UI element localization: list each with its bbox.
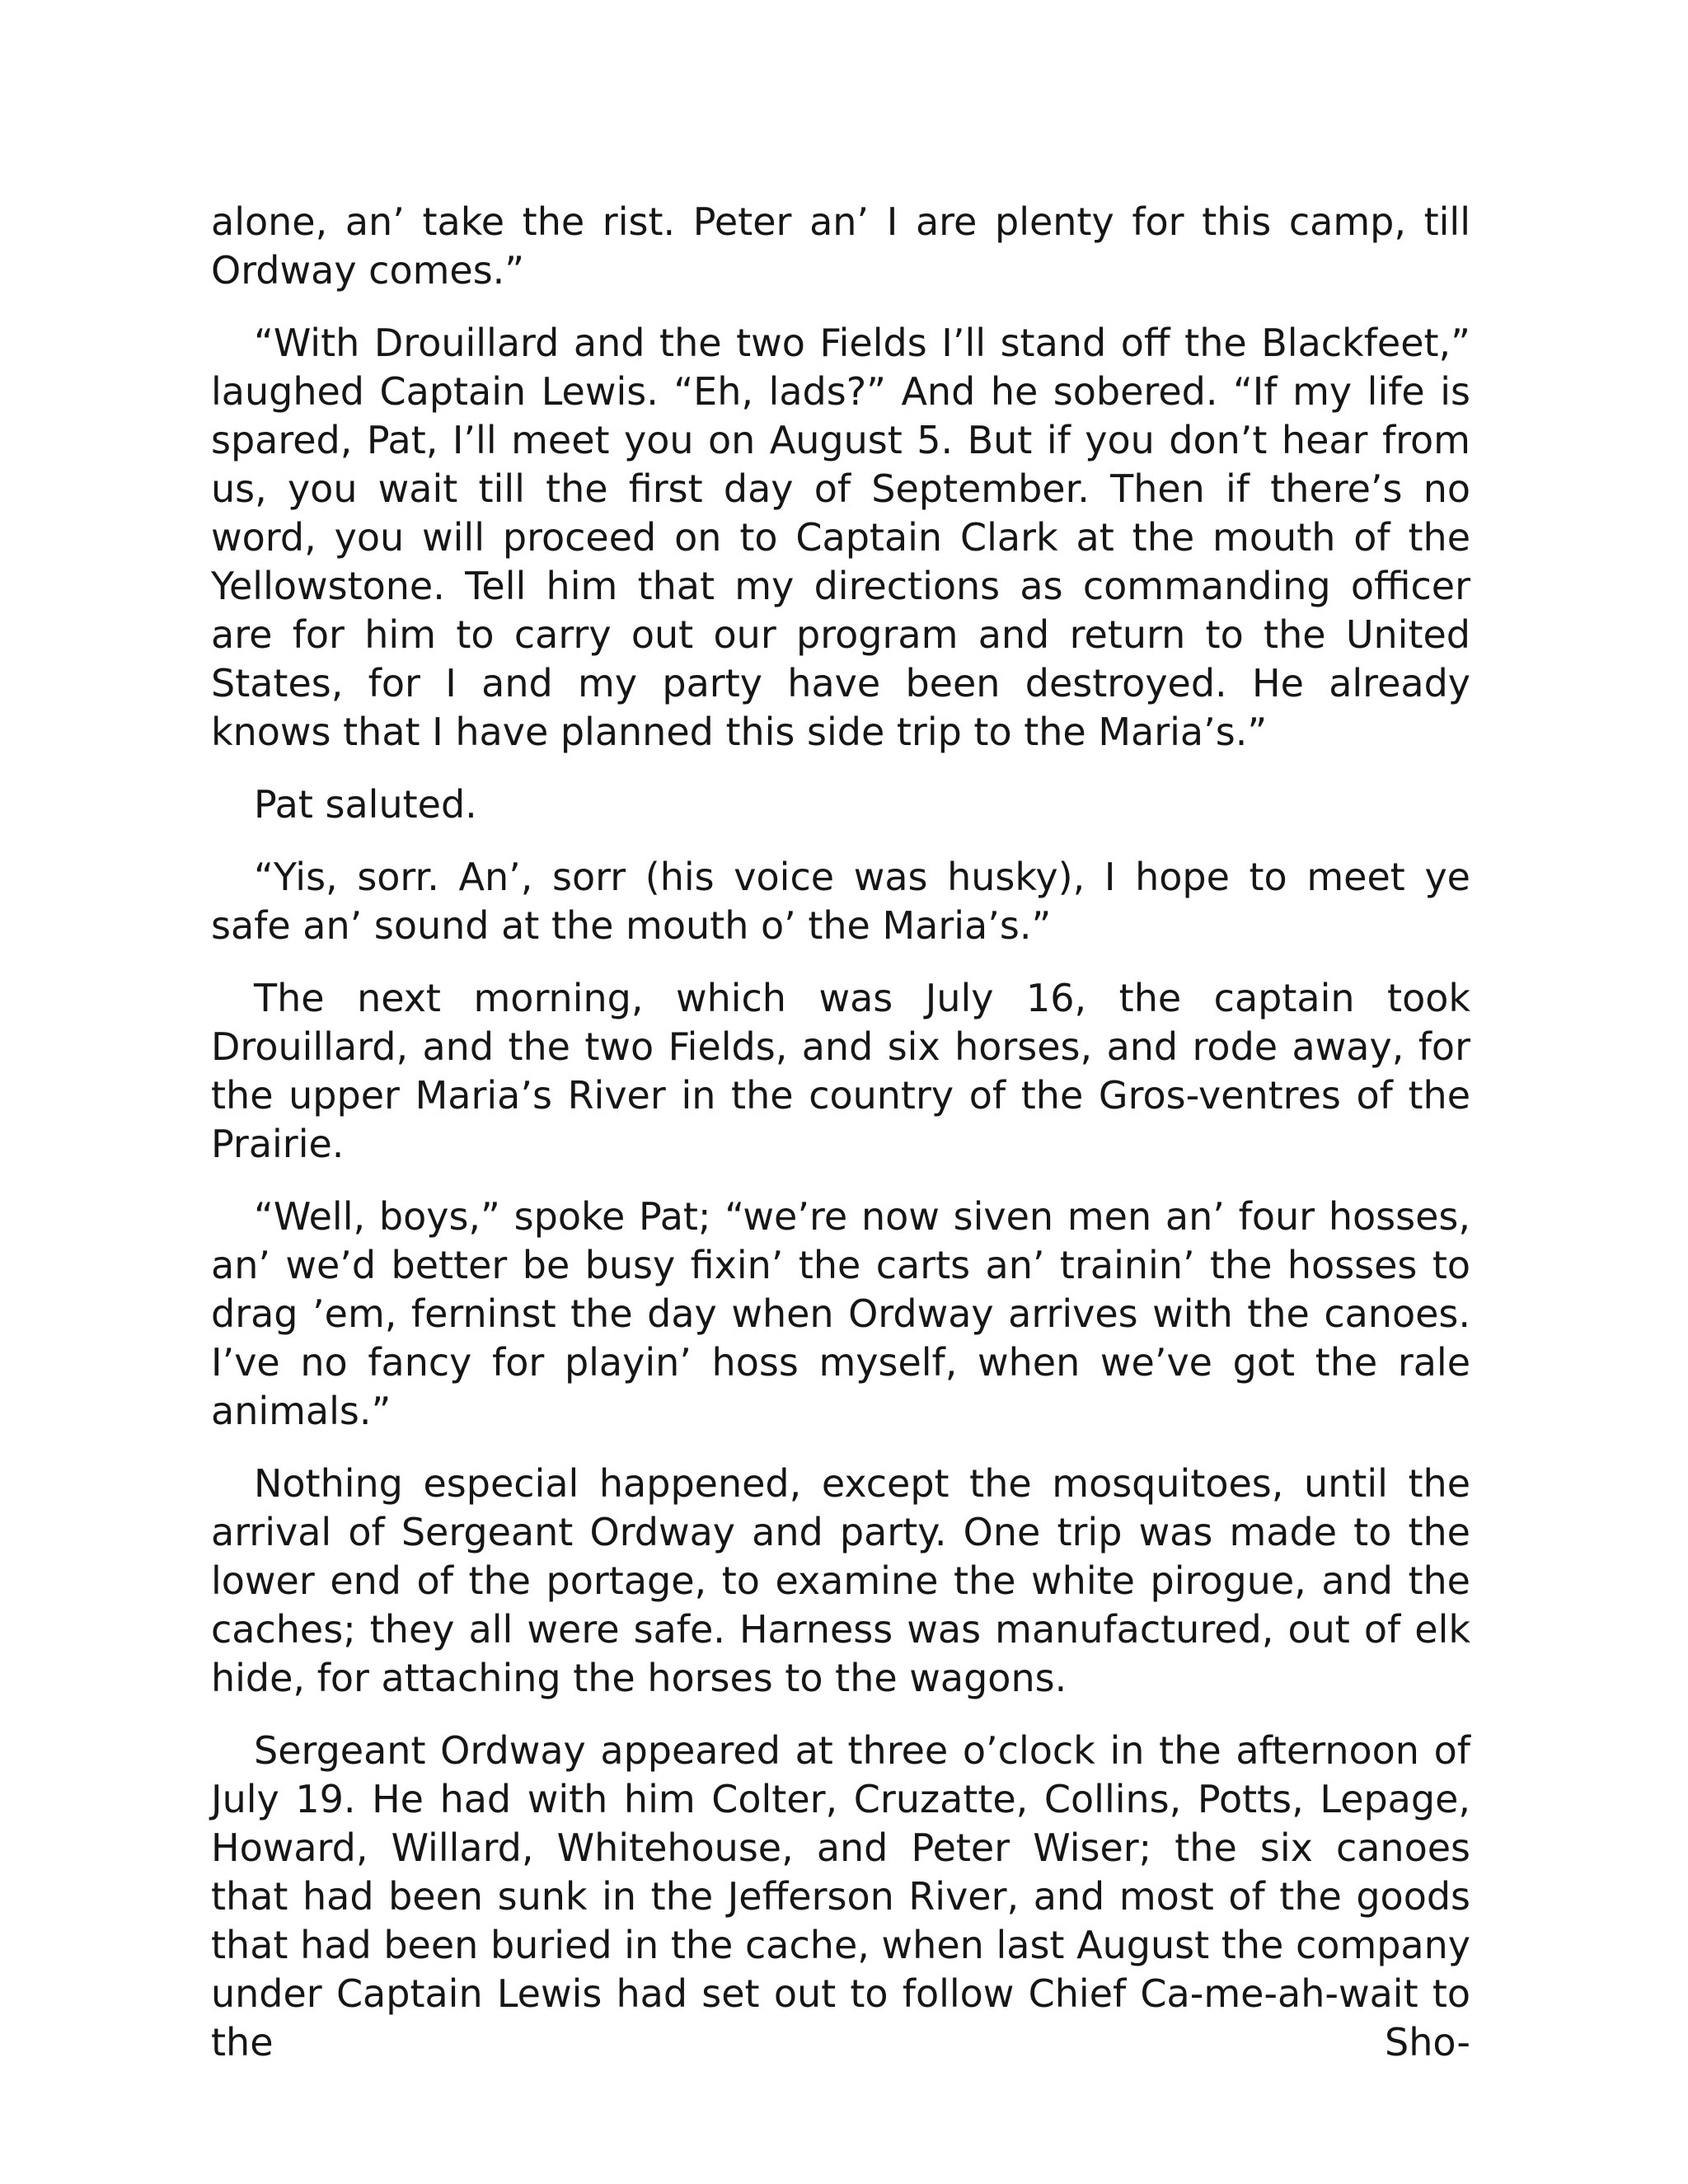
- paragraph-next-morning: The next morning, which was July 16, the captain took Drouillard, and the two Fields, and six horses, and rode away, for the upper Maria’s River in the country of the Gros-ventres of the Prairie.: [211, 976, 1470, 1166]
- paragraph-lewis-orders: “With Drouillard and the two Fields I’ll stand off the Blackfeet,” laughed Captain Lewis. “Eh, lads?” And he sobered. “If my life is spared, Pat, I’ll meet you on August 5. But if you don’t hear from us, you wait till the first day of September. Then if there’s no word, you will proceed on to Captain Clark at the mouth of the Yellowstone. Tell him that my directions as commanding officer are for him to carry out our program and return to the United States, for I and my party have been destroyed. He already knows that I have planned this side trip to the Maria’s.”: [211, 321, 1470, 754]
- paragraph-pat-reply: “Yis, sorr. An’, sorr (his voice was husky), I hope to meet ye safe an’ sound at the mouth o’ the Maria’s.”: [211, 855, 1470, 948]
- paragraph-nothing-especial: Nothing especial happened, except the mosquitoes, until the arrival of Sergeant Ordway and party. One trip was made to the lower end of the portage, to examine the white pirogue, and the caches; they all were safe. Harness was manufactured, out of elk hide, for attaching the horses to the wagons.: [211, 1461, 1470, 1700]
- page-body: [211, 198, 1470, 2091]
- paragraph-pat-saluted: Pat saluted.: [254, 782, 477, 827]
- paragraph-continuation: alone, an’ take the rist. Peter an’ I are plenty for this camp, till Ordway comes.”: [211, 199, 1470, 293]
- paragraph-ordway-arrives: Sergeant Ordway appeared at three o’clock in the afternoon of July 19. He had with him Colter, Cruzatte, Collins, Potts, Lepage, Howard, Willard, Whitehouse, and Peter Wiser; the six canoes that had been sunk in the Jefferson River, and most of the goods that had been buried in the cache, when last August the company under Captain Lewis had set out to follow Chief Ca-me-ah-wait to the Sho-: [211, 1728, 1470, 2064]
- paragraph-pat-speech: “Well, boys,” spoke Pat; “we’re now siven men an’ four hosses, an’ we’d better be busy fixin’ the carts an’ trainin’ the hosses to drag ’em, ferninst the day when Ordway arrives with the canoes. I’ve no fancy for playin’ hoss myself, when we’ve got the rale animals.”: [211, 1194, 1470, 1433]
